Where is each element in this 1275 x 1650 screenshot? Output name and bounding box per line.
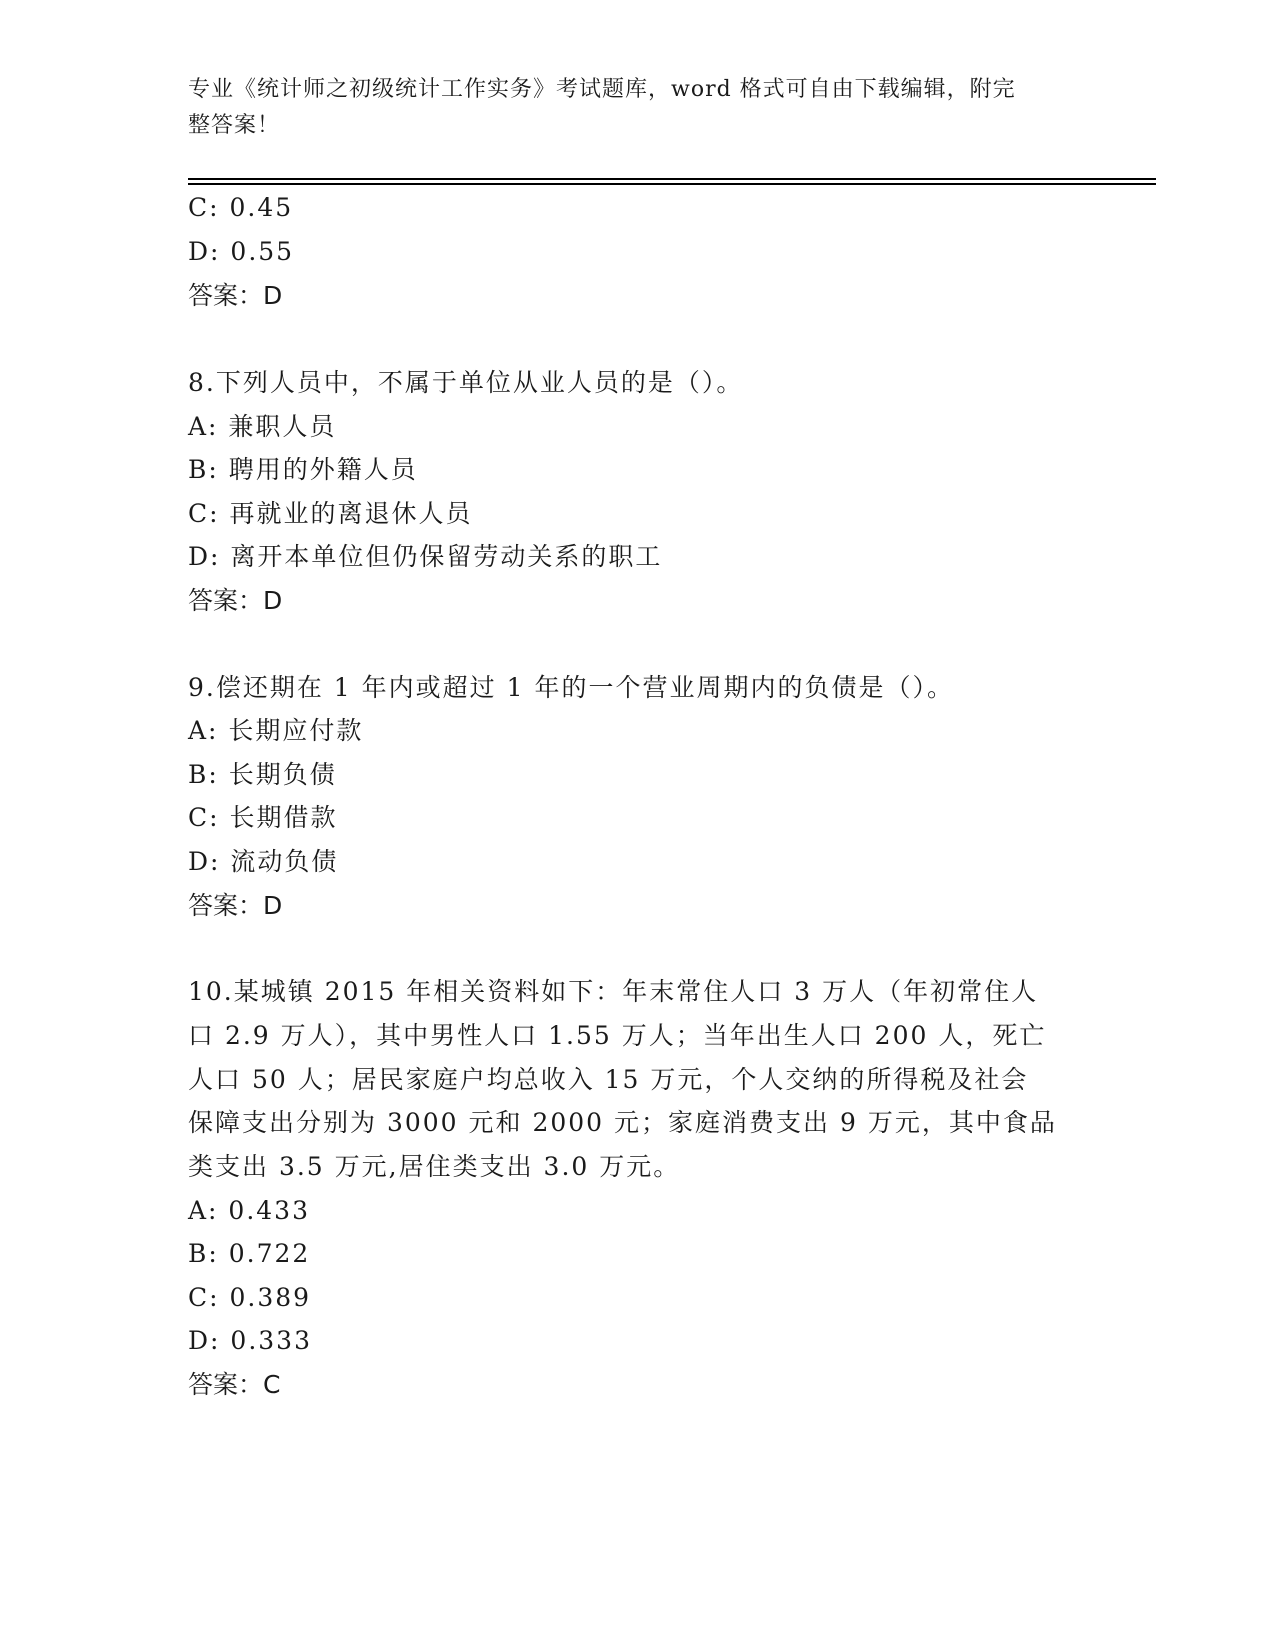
q8-question: 8.下列人员中，不属于单位从业人员的是（）。	[188, 368, 744, 397]
q10-question-line-4: 保障支出分别为 3000 元和 2000 元；家庭消费支出 9 万元，其中食品	[188, 1108, 1057, 1137]
header-line-2: 整答案！	[188, 113, 281, 138]
document-header	[188, 72, 1078, 144]
q7-answer: 答案：D	[188, 281, 283, 310]
q9-option-a: A: 长期应付款	[188, 716, 364, 745]
q9-option-d: D: 流动负债	[188, 847, 339, 876]
q9-option-c: C: 长期借款	[188, 803, 338, 832]
q10-option-d: D: 0.333	[188, 1326, 312, 1355]
q10-option-c: C: 0.389	[188, 1283, 312, 1312]
q7-option-d: D: 0.55	[188, 237, 295, 266]
q10-question-line-2: 口 2.9 万人），其中男性人口 1.55 万人；当年出生人口 200 人，死亡	[188, 1021, 1047, 1050]
q10-question-line-3: 人口 50 人；居民家庭户均总收入 15 万元，个人交纳的所得税及社会	[188, 1065, 1029, 1094]
q9-question: 9.偿还期在 1 年内或超过 1 年的一个营业周期内的负债是（）。	[188, 673, 954, 702]
q10-question-line-1: 10.某城镇 2015 年相关资料如下：年末常住人口 3 万人（年初常住人	[188, 977, 1039, 1006]
q8-option-a: A: 兼职人员	[188, 412, 337, 441]
q7-option-c: C: 0.45	[188, 193, 294, 222]
q8-option-c: C: 再就业的离退休人员	[188, 499, 473, 528]
q8-answer: 答案：D	[188, 586, 283, 615]
q10-option-a: A: 0.433	[188, 1196, 310, 1225]
header-divider-top	[188, 178, 1156, 180]
q9-option-b: B: 长期负债	[188, 760, 337, 789]
q10-option-b: B: 0.722	[188, 1239, 311, 1268]
q9-answer: 答案：D	[188, 891, 283, 920]
q10-question-line-5: 类支出 3.5 万元,居住类支出 3.0 万元。	[188, 1152, 681, 1181]
header-divider-bottom	[188, 183, 1156, 185]
header-line-1: 专业《统计师之初级统计工作实务》考试题库，word 格式可自由下载编辑，附完	[188, 77, 1016, 102]
q8-option-b: B: 聘用的外籍人员	[188, 455, 418, 484]
q10-answer: 答案：C	[188, 1370, 281, 1399]
q8-option-d: D: 离开本单位但仍保留劳动关系的职工	[188, 542, 663, 571]
